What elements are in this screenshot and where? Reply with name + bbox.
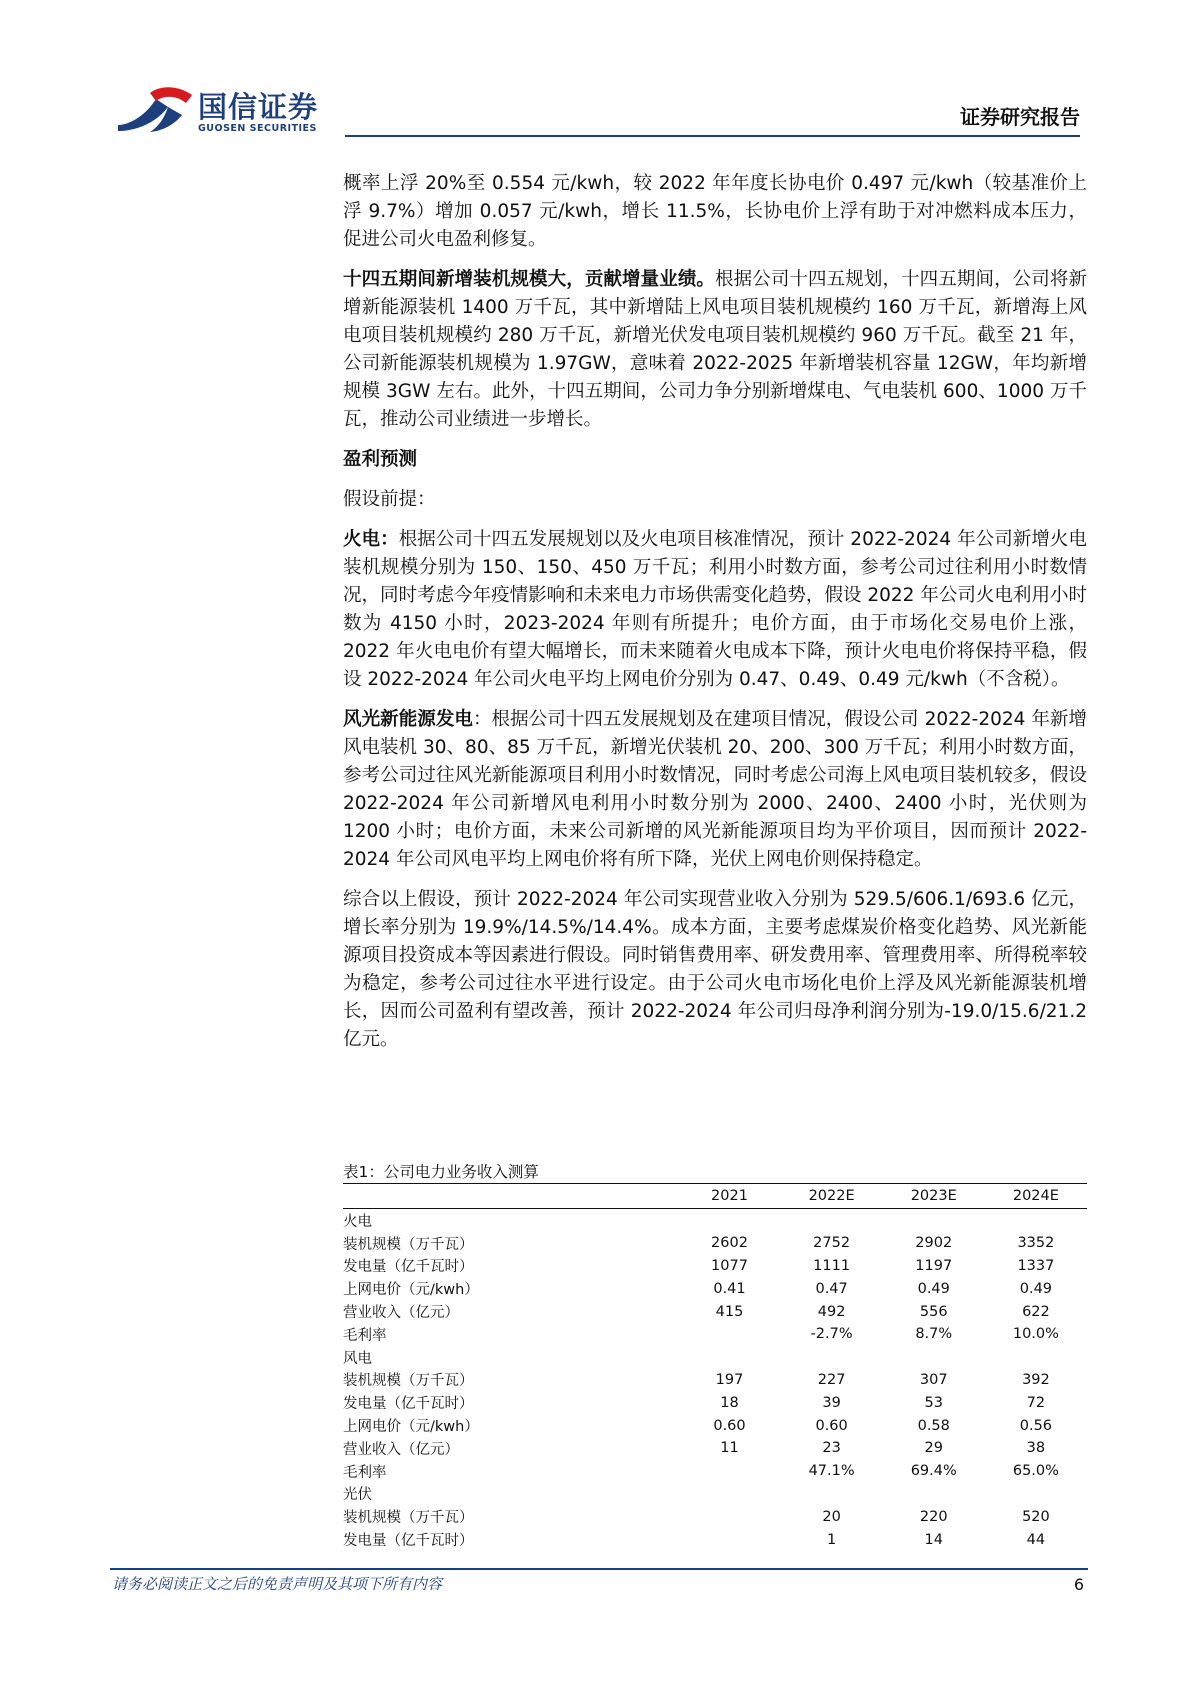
page-header — [0, 0, 1190, 140]
table-row-label: 光伏 — [343, 1487, 372, 1504]
table-cell — [985, 1346, 1087, 1369]
logo-chinese-name: 国信证券 — [198, 90, 319, 124]
table-row — [343, 1505, 1087, 1528]
table-cell: 0.41 — [713, 1280, 746, 1297]
table-cell — [781, 1483, 883, 1506]
table-cell — [678, 1323, 780, 1346]
table-cell: -2.7% — [810, 1326, 853, 1343]
paragraph-thermal-power — [343, 526, 1087, 694]
paragraph-wind-solar — [343, 706, 1087, 874]
table-row — [343, 1369, 1087, 1392]
table-row — [343, 1483, 1087, 1506]
table-row-label: 装机规模（万千瓦） — [343, 1510, 474, 1527]
table-caption: 表1：公司电力业务收入测算 — [343, 1163, 539, 1181]
table-cell: 44 — [1026, 1531, 1046, 1548]
table-cell — [678, 1483, 780, 1506]
table-cell: 220 — [919, 1508, 948, 1525]
table-cell: 53 — [924, 1394, 943, 1411]
page-number: 6 — [1073, 1575, 1084, 1594]
table-cell — [883, 1483, 985, 1506]
table-cell: 8.7% — [915, 1326, 953, 1343]
table-row-label: 毛利率 — [343, 1327, 387, 1344]
table-row-label: 上网电价（元/kwh） — [343, 1282, 479, 1299]
table-cell: 0.47 — [815, 1280, 848, 1297]
paragraph-assumptions-intro: 假设前提： — [343, 489, 436, 510]
table-cell: 392 — [1022, 1371, 1050, 1388]
table-cell: 72 — [1026, 1394, 1046, 1411]
table-cell: 65.0% — [1012, 1463, 1059, 1480]
table-row — [343, 1323, 1087, 1346]
table-header-cell: 2021 — [678, 1184, 780, 1209]
table-row-label: 发电量（亿千瓦时） — [343, 1533, 474, 1550]
table-cell: 2602 — [711, 1235, 748, 1252]
paragraph-wind-solar-lead: 风光新能源发电 — [343, 709, 473, 730]
section-heading-profit-forecast: 盈利预测 — [343, 449, 418, 470]
table-row — [343, 1277, 1087, 1300]
table-row-label: 毛利率 — [343, 1464, 387, 1481]
table-cell: 11 — [720, 1440, 739, 1457]
table-cell: 492 — [817, 1303, 846, 1320]
table-cell — [883, 1346, 985, 1369]
table-cell: 2752 — [813, 1235, 851, 1252]
table-row-label: 风电 — [343, 1350, 372, 1367]
table-row — [343, 1391, 1087, 1414]
table-cell: 18 — [720, 1394, 739, 1411]
table-cell: 23 — [822, 1440, 841, 1457]
table-cell: 0.58 — [917, 1417, 950, 1434]
guosen-logo — [116, 85, 326, 140]
table-row-label: 火电 — [343, 1213, 372, 1230]
paragraph-new-capacity — [343, 266, 1087, 434]
table-cell: 47.1% — [808, 1463, 855, 1480]
table-cell — [781, 1209, 883, 1232]
table-row — [343, 1414, 1087, 1437]
table-row-label: 发电量（亿千瓦时） — [343, 1396, 474, 1413]
table-row-label: 营业收入（亿元） — [343, 1441, 459, 1458]
table-row-label: 上网电价（元/kwh） — [343, 1419, 479, 1436]
table-cell: 1337 — [1017, 1257, 1055, 1274]
table-row-label: 装机规模（万千瓦） — [343, 1236, 474, 1253]
table-header-row — [343, 1184, 1087, 1209]
table-row — [343, 1346, 1087, 1369]
table-row — [343, 1255, 1087, 1278]
footer-disclaimer: 请务必阅读正文之后的免责声明及其项下所有内容 — [112, 1575, 443, 1593]
table-cell: 29 — [924, 1440, 943, 1457]
table-row — [343, 1209, 1087, 1232]
table-cell: 2902 — [915, 1235, 953, 1252]
table-cell: 0.60 — [815, 1417, 848, 1434]
table-header-cell: 2023E — [883, 1184, 985, 1209]
table-row — [343, 1437, 1087, 1460]
table-cell: 227 — [817, 1371, 846, 1388]
table-cell — [985, 1209, 1087, 1232]
table-cell: 0.60 — [713, 1417, 746, 1434]
table-header-cell — [343, 1184, 678, 1209]
table-cell: 1111 — [813, 1257, 851, 1274]
table-cell: 622 — [1022, 1303, 1050, 1320]
table-cell — [678, 1528, 780, 1551]
table-cell: 10.0% — [1012, 1326, 1059, 1343]
logo-english-name: GUOSEN SECURITIES — [198, 123, 317, 134]
table-cell: 69.4% — [910, 1463, 957, 1480]
table-row-label: 发电量（亿千瓦时） — [343, 1259, 474, 1276]
power-revenue-table — [343, 1183, 1087, 1551]
table-header-cell: 2024E — [985, 1184, 1087, 1209]
table-cell — [678, 1346, 780, 1369]
table-header-cell: 2022E — [781, 1184, 883, 1209]
table-cell: 1 — [827, 1531, 837, 1548]
table-cell: 20 — [822, 1508, 841, 1525]
table-cell: 520 — [1022, 1508, 1050, 1525]
table-row — [343, 1300, 1087, 1323]
table-row — [343, 1232, 1087, 1255]
table-cell: 39 — [822, 1394, 841, 1411]
table-cell — [781, 1346, 883, 1369]
table-cell: 0.49 — [1019, 1280, 1053, 1297]
table-row-label: 营业收入（亿元） — [343, 1305, 459, 1322]
main-content — [343, 170, 1087, 1066]
table-cell: 307 — [919, 1371, 948, 1388]
paragraph-wind-solar-text: ：根据公司十四五发展规划及在建项目情况，假设公司 2022-2024 年新增风电装机 30、80、85 万千瓦，新增光伏装机 20、200、300 万千瓦；利用小时数方面，参考公司过往风光新能源项目利用小时数情况，同时考虑公司海上风电项目装机较多，假设 2022-2024 年公司新增风电利用小时数分别为 2000、2400、2400 小时，光伏则为 1200 小时；电价方面，未来公司新增的风光新能源项目均为平价项目，因而预计 2022-2024 年公司风电平均上网电价将有所下降，光伏上网电价则保持稳定。 — [343, 709, 1087, 870]
paragraph-thermal-power-text: 根据公司十四五发展规划以及火电项目核准情况，预计 2022-2024 年公司新增火电装机规模分别为 150、150、450 万千瓦；利用小时数方面，参考公司过往利用小时数情况，同时考虑今年疫情影响和未来电力市场供需变化趋势，假设 2022 年公司火电利用小时数为 4150 小时，2023-2024 年则有所提升；电价方面，由于市场化交易电价上涨，2022 年火电电价有望大幅增长，而未来随着火电成本下降，预计火电电价将保持平稳，假设 2022-2024 年公司火电平均上网电价分别为 0.47、0.49、0.49 元/kwh（不含税）。 — [343, 529, 1087, 690]
table-cell — [678, 1209, 780, 1232]
table-cell — [883, 1209, 985, 1232]
table-cell — [678, 1505, 780, 1528]
guosen-logo-mark-icon — [116, 85, 194, 133]
table-cell: 0.56 — [1019, 1417, 1053, 1434]
table-cell — [985, 1483, 1087, 1506]
paragraph-thermal-power-lead: 火电： — [343, 529, 399, 550]
report-type-label: 证券研究报告 — [960, 105, 1080, 129]
paragraph-contract-price: 概率上浮 20%至 0.554 元/kwh，较 2022 年年度长协电价 0.497 元/kwh（较基准价上浮 9.7%）增加 0.057 元/kwh，增长 11.5%，长协电价上浮有助于对冲燃料成本压力，促进公司火电盈利修复。 — [343, 173, 1087, 250]
table-cell: 38 — [1026, 1440, 1046, 1457]
table-cell: 3352 — [1017, 1235, 1055, 1252]
table-cell: 415 — [715, 1303, 744, 1320]
table-cell: 197 — [715, 1371, 744, 1388]
paragraph-summary: 综合以上假设，预计 2022-2024 年公司实现营业收入分别为 529.5/606.1/693.6 亿元，增长率分别为 19.9%/14.5%/14.4%。成本方面，主要考虑煤炭价格变化趋势、风光新能源项目投资成本等因素进行假设。同时销售费用率、研发费用率、管理费用率、所得税率较为稳定，参考公司过往水平进行设定。由于公司火电市场化电价上浮及风光新能源装机增长，因而公司盈利有望改善，预计 2022-2024 年公司归母净利润分别为-19.0/15.6/21.2 亿元。 — [343, 889, 1087, 1050]
footer-divider — [110, 1568, 1088, 1570]
table-cell — [678, 1460, 780, 1483]
table-cell: 0.49 — [917, 1280, 950, 1297]
header-divider — [345, 135, 1080, 137]
table-row — [343, 1460, 1087, 1483]
table-row-label: 装机规模（万千瓦） — [343, 1373, 474, 1390]
paragraph-new-capacity-lead: 十四五期间新增装机规模大，贡献增量业绩。 — [343, 269, 716, 290]
paragraph-new-capacity-text: 根据公司十四五规划，十四五期间，公司将新增新能源装机 1400 万千瓦，其中新增陆上风电项目装机规模约 160 万千瓦，新增海上风电项目装机规模约 280 万千瓦，新增光伏发电项目装机规模约 960 万千瓦。截至 21 年，公司新能源装机规模为 1.97GW，意味着 2022-2025 年新增装机容量 12GW，年均新增规模 3GW 左右。此外，十四五期间，公司力争分别新增煤电、气电装机 600、1000 万千瓦，推动公司业绩进一步增长。 — [343, 269, 1087, 430]
table-cell: 1197 — [915, 1257, 953, 1274]
table-cell: 14 — [924, 1531, 943, 1548]
table-row — [343, 1528, 1087, 1551]
table-cell: 1077 — [711, 1257, 748, 1274]
table-cell: 556 — [919, 1303, 948, 1320]
